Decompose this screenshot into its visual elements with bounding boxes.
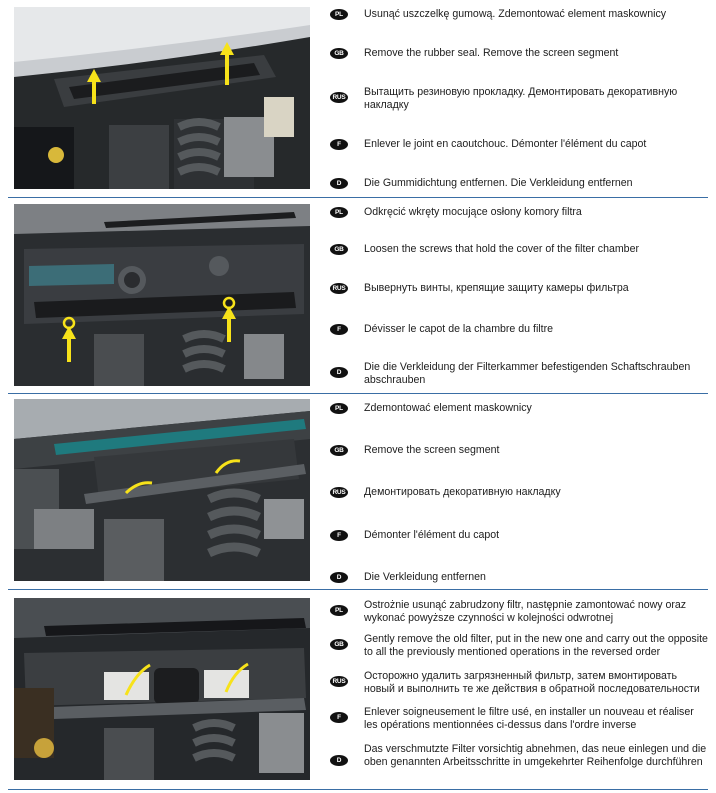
- lang-badge-gb-icon: GB: [330, 48, 348, 59]
- lang-badge-f-icon: F: [330, 139, 348, 150]
- lang-badge-pl-icon: PL: [330, 403, 348, 414]
- instruction-row-rus: [330, 486, 708, 499]
- instruction-text: Die die Verkleidung der Filterkammer befestigenden Schaftschrauben abschrauben: [364, 361, 691, 386]
- instruction-text: Zdemontować element maskownicy: [364, 402, 532, 414]
- instruction-text: Вытащить резиновую прокладку. Демонтировать декоративную накладку: [364, 86, 678, 111]
- instruction-row-pl: [330, 8, 708, 21]
- instruction-text: Remove the rubber seal. Remove the screen segment: [364, 47, 619, 59]
- instruction-row-f: [330, 529, 708, 542]
- step-3-photo: [14, 399, 310, 581]
- instruction-text: Gently remove the old filter, put in the new one and carry out the opposite to all the previously mentioned operations in the reversed order: [364, 633, 708, 658]
- step-3: [0, 394, 716, 589]
- instruction-text: Die Verkleidung entfernen: [364, 571, 486, 583]
- instruction-row-rus: [330, 670, 708, 695]
- engine-bay-image: [14, 204, 310, 386]
- instruction-text: Loosen the screws that hold the cover of the filter chamber: [364, 243, 639, 255]
- step-1-instructions: [330, 0, 708, 197]
- instruction-text: Ostrożnie usunąć zabrudzony filtr, następnie zamontować nowy oraz wykonać powyższe czynności w kolejności odwrotnej: [364, 599, 687, 624]
- lang-badge-gb-icon: GB: [330, 639, 348, 650]
- engine-bay-image: [14, 598, 310, 780]
- instruction-row-d: [330, 571, 708, 584]
- instruction-row-rus: [330, 282, 708, 295]
- instruction-text: Dévisser le capot de la chambre du filtre: [364, 323, 554, 335]
- lang-badge-d-icon: D: [330, 572, 348, 583]
- instruction-text: Das verschmutzte Filter vorsichtig abnehmen, das neue einlegen und die oben genannten Arbeitsschritte in umgekehrter Reihenfolge durchführen: [364, 743, 707, 768]
- instruction-row-d: [330, 177, 708, 190]
- instruction-row-f: [330, 138, 708, 151]
- instruction-text: Enlever le joint en caoutchouc. Démonter l'élément du capot: [364, 138, 647, 150]
- instruction-text: Remove the screen segment: [364, 444, 500, 456]
- lang-badge-rus-icon: RUS: [330, 487, 348, 498]
- instruction-text: Démonter l'élément du capot: [364, 529, 500, 541]
- lang-badge-d-icon: D: [330, 755, 348, 766]
- lang-badge-pl-icon: PL: [330, 605, 348, 616]
- lang-badge-d-icon: D: [330, 178, 348, 189]
- step-1: [0, 0, 716, 197]
- lang-badge-gb-icon: GB: [330, 445, 348, 456]
- step-2-photo: [14, 204, 310, 386]
- instruction-row-gb: [330, 243, 708, 256]
- instruction-text: Odkręcić wkręty mocujące osłony komory filtra: [364, 206, 582, 218]
- section-divider: [8, 789, 708, 790]
- lang-badge-f-icon: F: [330, 712, 348, 723]
- instruction-row-f: [330, 706, 708, 731]
- lang-badge-d-icon: D: [330, 367, 348, 378]
- lang-badge-f-icon: F: [330, 530, 348, 541]
- lang-badge-pl-icon: PL: [330, 207, 348, 218]
- instruction-text: Die Gummidichtung entfernen. Die Verkleidung entfernen: [364, 177, 633, 189]
- instruction-text: Осторожно удалить загрязненный фильтр, затем вмонтировать новый и выполнить те же действия в обратной последовательности: [364, 670, 700, 695]
- lang-badge-rus-icon: RUS: [330, 283, 348, 294]
- instruction-text: Вывернуть винты, крепящие защиту камеры фильтра: [364, 282, 629, 294]
- instruction-row-pl: [330, 599, 708, 624]
- lang-badge-rus-icon: RUS: [330, 676, 348, 687]
- instruction-text: Usunąć uszczelkę gumową. Zdemontować element maskownicy: [364, 8, 667, 20]
- step-4: [0, 590, 716, 790]
- engine-bay-image: [14, 7, 310, 189]
- instruction-row-pl: [330, 402, 708, 415]
- instruction-text: Enlever soigneusement le filtre usé, en installer un nouveau et réaliser les opérations mentionnées ci-dessus dans l'ordre inverse: [364, 706, 694, 731]
- instruction-row-pl: [330, 206, 708, 219]
- engine-bay-image: [14, 399, 310, 581]
- lang-badge-rus-icon: RUS: [330, 92, 348, 103]
- step-4-instructions: [330, 590, 708, 790]
- instruction-row-rus: [330, 86, 708, 111]
- step-3-instructions: [330, 394, 708, 589]
- instruction-row-f: [330, 323, 708, 336]
- lang-badge-f-icon: F: [330, 324, 348, 335]
- instruction-row-d: [330, 361, 708, 386]
- step-2-instructions: [330, 198, 708, 393]
- instruction-row-gb: [330, 47, 708, 60]
- instruction-row-gb: [330, 633, 708, 658]
- step-1-photo: [14, 7, 310, 189]
- step-2: [0, 198, 716, 393]
- instruction-text: Демонтировать декоративную накладку: [364, 486, 561, 498]
- lang-badge-pl-icon: PL: [330, 9, 348, 20]
- instruction-row-d: [330, 743, 708, 768]
- instruction-row-gb: [330, 444, 708, 457]
- lang-badge-gb-icon: GB: [330, 244, 348, 255]
- step-4-photo: [14, 598, 310, 780]
